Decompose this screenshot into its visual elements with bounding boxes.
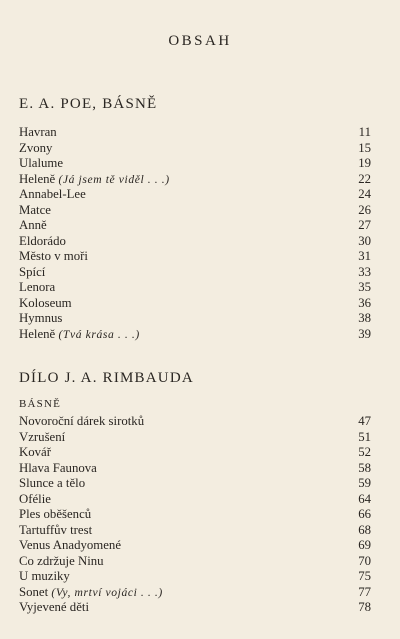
toc-entry-title (19, 327, 140, 343)
toc-entry-page-number: 58 (358, 460, 371, 475)
toc-entry (19, 554, 371, 570)
toc-entry-title-text: Vzrušení (19, 429, 66, 444)
toc-entry (19, 600, 371, 616)
toc-entry (19, 507, 371, 523)
toc-entry-title (19, 141, 52, 157)
section-subheading-basne: BÁSNĚ (19, 398, 62, 410)
toc-entry-page-number: 64 (358, 491, 371, 506)
toc-entry-title-text: Annabel-Lee (19, 187, 86, 201)
toc-entry-page-number: 30 (358, 233, 371, 248)
toc-entry-title-text: Matce (19, 202, 51, 217)
toc-entry-page-number: 35 (358, 280, 371, 294)
toc-entry (19, 280, 371, 296)
page-title: OBSAH (168, 33, 232, 49)
toc-entry-title-text: Kovář (19, 445, 51, 459)
toc-entry-page-number: 26 (358, 202, 371, 217)
toc-entry-title-text: Hymnus (19, 311, 63, 325)
toc-entry (19, 172, 371, 188)
toc-entry-title-text: Eldorádo (19, 233, 66, 248)
toc-entry-page-number: 68 (358, 522, 371, 537)
toc-entry-title-text: Havran (19, 125, 57, 139)
toc-entry-title (19, 554, 104, 570)
toc-entry (19, 445, 371, 461)
toc-entry-subtitle: (Vy, mrtví vojáci . . .) (51, 585, 163, 599)
toc-entry-title (19, 187, 86, 203)
toc-entry (19, 187, 371, 203)
section-heading-poe: E. A. POE, BÁSNĚ (19, 96, 158, 112)
toc-entry-page-number: 51 (358, 429, 371, 444)
toc-entry-title (19, 523, 92, 539)
toc-entry (19, 327, 371, 343)
toc-entry-title (19, 414, 144, 430)
toc-entry-subtitle: (Já jsem tě viděl . . .) (58, 172, 170, 186)
toc-entry-title (19, 203, 51, 219)
toc-entry-title (19, 476, 85, 492)
toc-entry-page-number: 24 (358, 187, 371, 201)
toc-entry-page-number: 78 (358, 600, 371, 614)
toc-entry-title (19, 585, 163, 601)
toc-entry (19, 461, 371, 477)
toc-entry-title-text: Heleně (19, 171, 56, 186)
toc-entry-title-text: Spící (19, 264, 46, 279)
toc-entry-title (19, 249, 88, 265)
toc-entry (19, 234, 371, 250)
toc-entry-page-number: 33 (358, 264, 371, 279)
toc-entry-page-number: 39 (358, 326, 371, 341)
toc-entry (19, 265, 371, 281)
toc-entry-title-text: Vyjevené děti (19, 600, 90, 614)
toc-entry-title (19, 461, 97, 477)
toc-entry-title (19, 234, 66, 250)
toc-entry-title-text: Novoroční dárek sirotků (19, 414, 145, 428)
toc-entry (19, 492, 371, 508)
toc-entry (19, 538, 371, 554)
toc-entry (19, 249, 371, 265)
toc-entry-title-text: Slunce a tělo (19, 476, 86, 490)
toc-entry-page-number: 31 (358, 249, 371, 263)
toc-entry-title-text: Město v moři (19, 249, 88, 263)
toc-entry-title (19, 430, 65, 446)
toc-entry-page-number: 19 (358, 156, 371, 170)
toc-entry-page-number: 66 (358, 507, 371, 521)
toc-entry-title-text: Sonet (19, 584, 49, 599)
toc-entry (19, 585, 371, 601)
toc-entry-page-number: 75 (358, 569, 371, 583)
toc-entry (19, 141, 371, 157)
toc-entry-title-text: Koloseum (19, 295, 72, 310)
toc-entry-title (19, 538, 121, 554)
toc-entry-title (19, 569, 70, 585)
toc-entry-title-text: Heleně (19, 326, 56, 341)
toc-entry-title (19, 280, 55, 296)
toc-entry-page-number: 36 (358, 295, 371, 310)
toc-entry (19, 430, 371, 446)
toc-entry-page-number: 69 (358, 538, 371, 552)
toc-entry-page-number: 22 (358, 171, 371, 186)
toc-entry (19, 218, 371, 234)
toc-entry (19, 414, 371, 430)
toc-entry-subtitle: (Tvá krása . . .) (58, 327, 140, 341)
toc-entry-page-number: 27 (358, 218, 371, 232)
toc-entry-title-text: Venus Anadyomené (19, 538, 121, 552)
toc-entry (19, 311, 371, 327)
toc-entry-page-number: 77 (358, 584, 371, 599)
toc-entry-title (19, 265, 45, 281)
toc-entry-title-text: Co zdržuje Ninu (19, 553, 104, 568)
toc-entry (19, 156, 371, 172)
toc-entry-title-text: Tartuffův trest (19, 522, 93, 537)
toc-entry-title (19, 311, 62, 327)
toc-entry-page-number: 15 (358, 140, 371, 155)
toc-entry-title-text: Anně (19, 218, 47, 232)
toc-entry (19, 125, 371, 141)
toc-entry-title (19, 172, 170, 188)
toc-entry-page-number: 70 (358, 553, 371, 568)
toc-entry-title (19, 445, 51, 461)
toc-entry-page-number: 38 (358, 311, 371, 325)
toc-entry-title-text: Ulalume (19, 156, 64, 170)
toc-entry-title (19, 507, 91, 523)
toc-entry-title-text: Hlava Faunova (19, 460, 97, 475)
toc-entry-title-text: Zvony (19, 140, 53, 155)
toc-entry-title (19, 156, 63, 172)
toc-entry-title-text: U muziky (19, 569, 70, 583)
toc-entry (19, 569, 371, 585)
toc-entry-title (19, 296, 72, 312)
toc-entry-title-text: Ples oběšenců (19, 507, 92, 521)
toc-entry-page-number: 47 (358, 414, 371, 428)
toc-entry (19, 476, 371, 492)
toc-entry (19, 523, 371, 539)
toc-entry-title (19, 492, 51, 508)
toc-entry-page-number: 59 (358, 476, 371, 490)
toc-entry-page-number: 11 (358, 125, 371, 139)
section-heading-rimbaud: DÍLO J. A. RIMBAUDA (19, 370, 194, 386)
toc-entry-title (19, 218, 47, 234)
toc-entry (19, 203, 371, 219)
toc-entry-page-number: 52 (358, 445, 371, 459)
toc-entry-title-text: Ofélie (19, 491, 51, 506)
toc-entry-title-text: Lenora (19, 280, 56, 294)
toc-entry-title (19, 600, 89, 616)
toc-entry-title (19, 125, 57, 141)
toc-entry (19, 296, 371, 312)
